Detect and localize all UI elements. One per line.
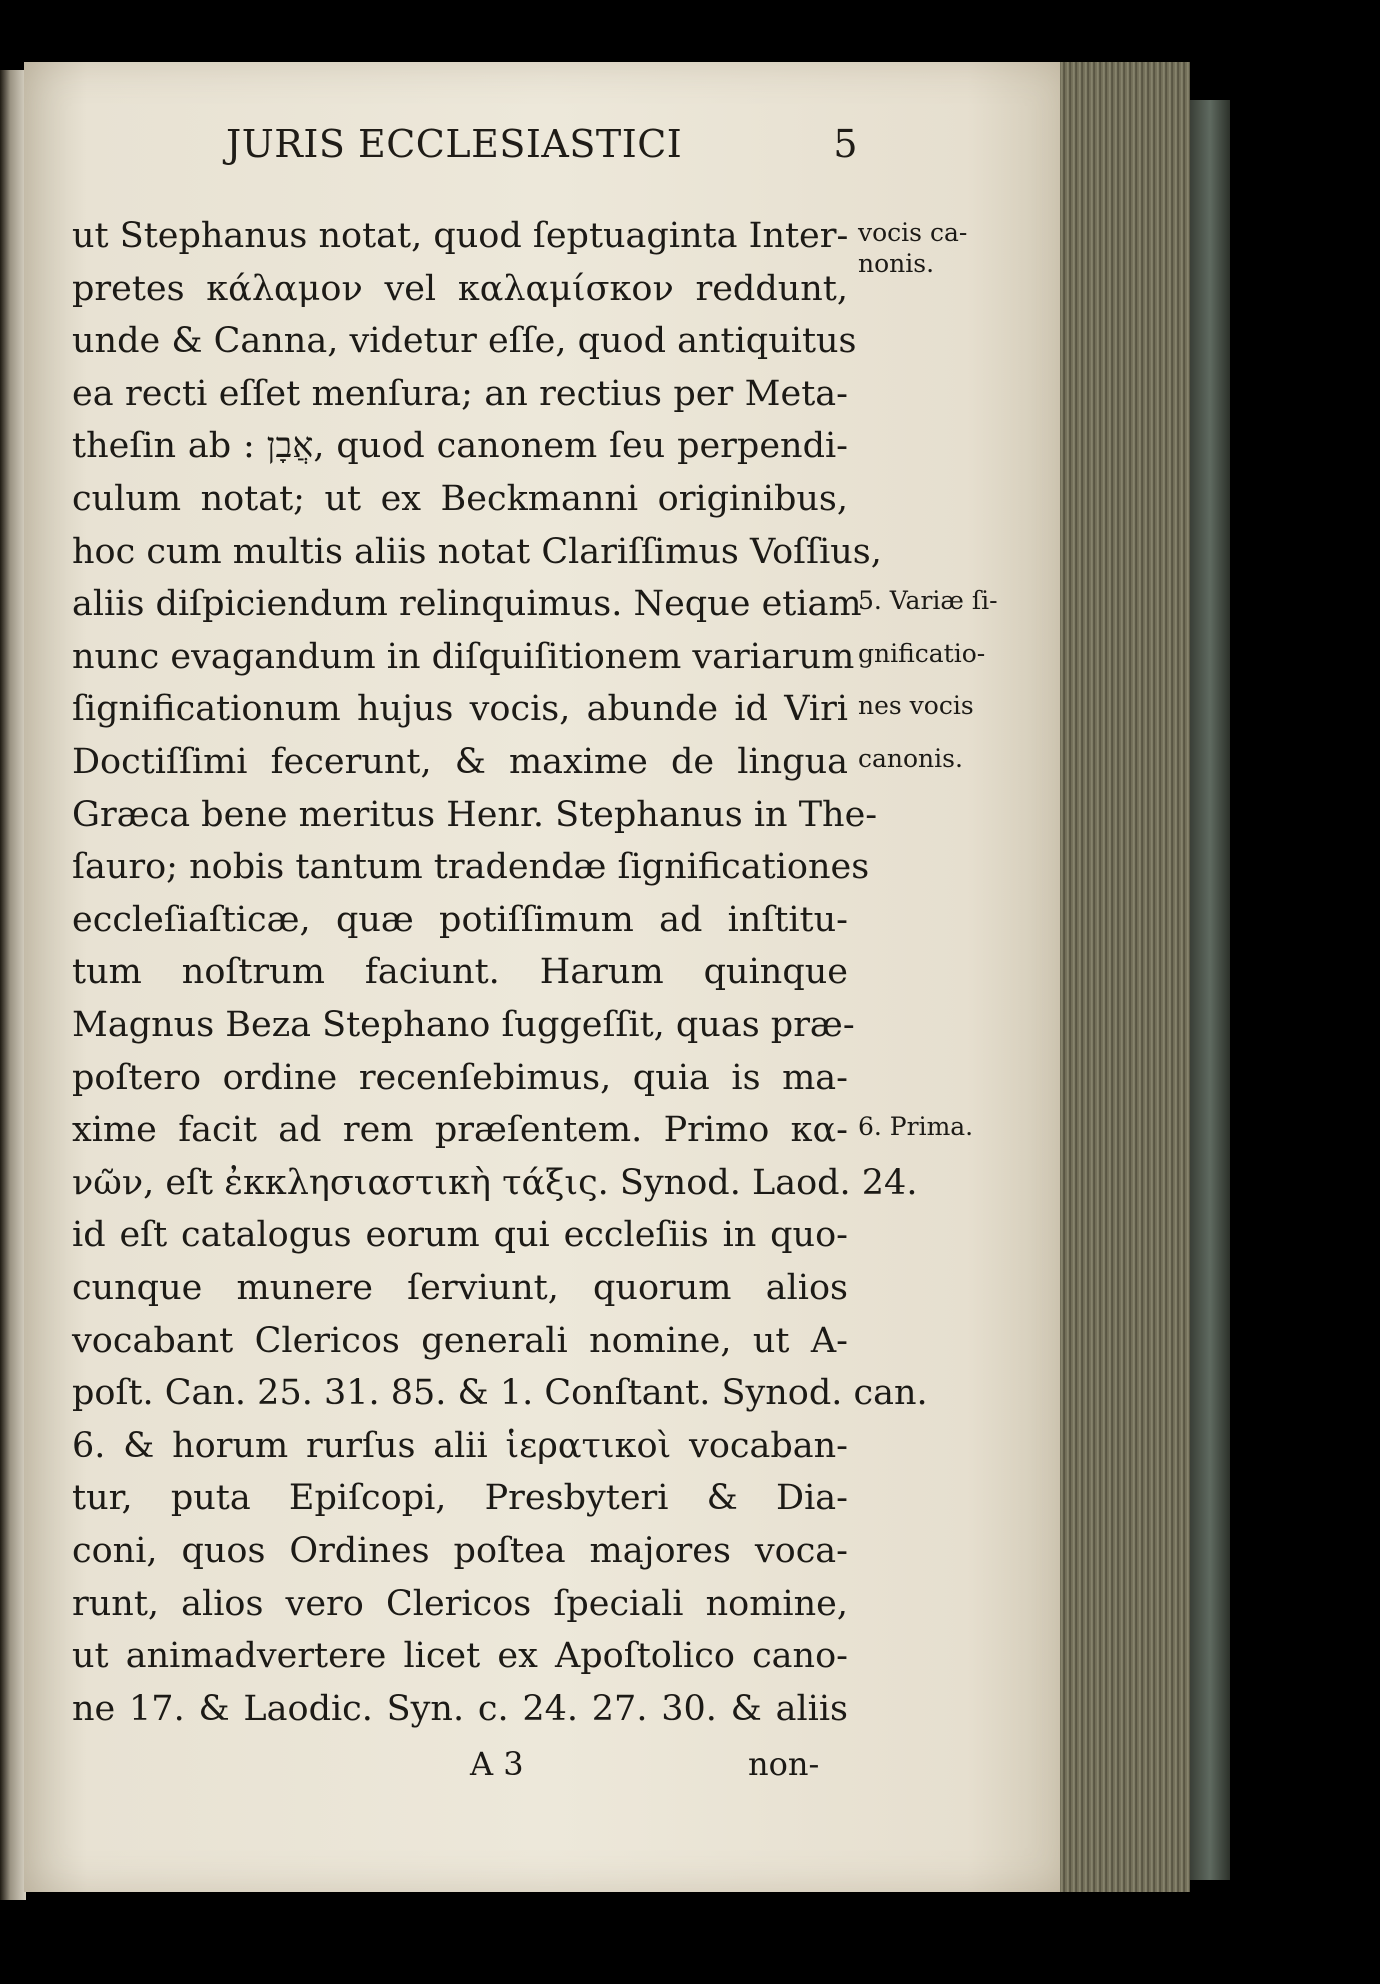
text-line: νῶν, eſt ἐκκλησιαστικὴ τάξις. Synod. Laod. 24. (72, 1162, 918, 1203)
running-title: JURIS ECCLESIASTICI (226, 122, 683, 166)
text-line: eccleſiaſticæ, quæ potiſſimum ad inſtitu- (72, 899, 848, 940)
text-line: Græca bene meritus Henr. Stephanus in The- (72, 794, 878, 835)
text-line: hoc cum multis aliis notat Clariſſimus Voſſius, (72, 531, 882, 572)
text-line: aliis diſpiciendum relinquimus. Neque etiam (72, 584, 862, 625)
text-line: runt, alios vero Clericos ſpeciali nomine, (72, 1583, 848, 1624)
margin-note: nonis. (858, 248, 935, 278)
running-header (226, 122, 866, 178)
text-line: cunque munere ſerviunt, quorum alios (72, 1268, 848, 1308)
margin-note: canonis. (858, 744, 963, 773)
margin-note: gnificatio- (858, 638, 986, 668)
text-line: poſt. Can. 25. 31. 85. & 1. Conſtant. Synod. can. (72, 1373, 928, 1414)
text-line: xime facit ad rem præſentem. Primo κα- (72, 1110, 848, 1151)
page-edges (1060, 62, 1190, 1892)
adjacent-page-edge (0, 70, 26, 1900)
margin-note: nes vocis (858, 691, 974, 721)
text-line: tur, puta Epiſcopi, Presbyteri & Dia- (72, 1478, 848, 1519)
text-line: ea recti eſſet menſura; an rectius per Meta- (72, 373, 848, 414)
text-line: poſtero ordine recenſebimus, quia is ma- (72, 1057, 848, 1098)
text-line: culum notat; ut ex Beckmanni originibus, (72, 479, 848, 519)
margin-note: 5. Variæ ſi- (858, 586, 998, 616)
text-line: pretes κάλαμον vel καλαμίσκον reddunt, (72, 268, 848, 309)
text-line: id eſt catalogus eorum qui eccleſiis in quo- (72, 1215, 848, 1256)
text-line: ne 17. & Laodic. Syn. c. 24. 27. 30. & aliis (72, 1688, 848, 1729)
text-line: theſin ab : אֲבָן, quod canonem ſeu perpendi- (72, 426, 848, 467)
text-line: nunc evagandum in diſquiſitionem variarum (72, 636, 855, 677)
text-line: ſignificationum hujus vocis, abunde id Viri (72, 689, 848, 730)
text-line: Doctiſſimi fecerunt, & maxime de lingua (72, 742, 848, 782)
signature-mark: A 3 (470, 1745, 524, 1783)
catchword: non- (748, 1745, 820, 1783)
text-line: ſauro; nobis tantum tradendæ ſignificationes (72, 847, 870, 888)
text-line: 6. & horum rurſus alii ἱερατικοὶ vocaban- (72, 1425, 848, 1466)
book-cover (1190, 100, 1230, 1880)
margin-note: vocis ca- (858, 218, 968, 247)
text-line: tum noſtrum faciunt. Harum quinque (72, 952, 848, 993)
text-line: ut animadvertere licet ex Apoſtolico cano- (72, 1636, 848, 1677)
text-line: vocabant Clericos generali nomine, ut A- (72, 1320, 848, 1361)
page-number: 5 (833, 122, 858, 166)
text-line: unde & Canna, videtur eſſe, quod antiquitus (72, 321, 857, 362)
margin-note: 6. Prima. (858, 1112, 974, 1142)
text-line: Magnus Beza Stephano ſuggeſſit, quas præ- (72, 1005, 855, 1045)
text-line: coni, quos Ordines poſtea majores voca- (72, 1531, 848, 1571)
text-line: ut Stephanus notat, quod ſeptuaginta Inter- (72, 216, 849, 256)
